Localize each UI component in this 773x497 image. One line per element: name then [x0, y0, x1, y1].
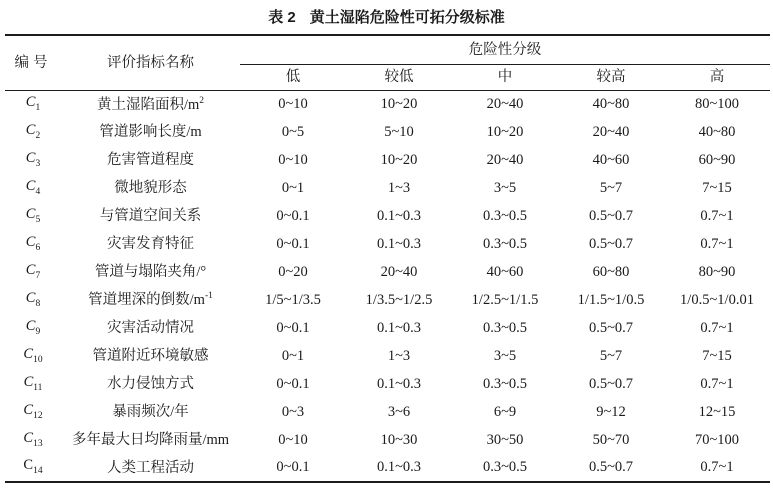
range-cell: 80~100 — [694, 96, 740, 112]
table-row — [5, 202, 770, 230]
range-cell: 40~60 — [486, 263, 524, 280]
range-cell: 0~0.1 — [276, 207, 310, 224]
table-row — [5, 426, 770, 454]
indicator-cell — [61, 286, 240, 314]
indicator-sup: -1 — [204, 291, 213, 302]
range-cell: 40~60 — [592, 151, 630, 168]
range-cell: 70~100 — [694, 431, 740, 448]
row-id-sub: 9 — [35, 326, 41, 337]
range-cell: 0.5~0.7 — [588, 235, 634, 252]
row-id-sub: 6 — [35, 242, 41, 253]
range-cell: 50~70 — [592, 431, 630, 448]
indicator-name: 暴雨频次/年 — [112, 404, 189, 421]
range-cell: 0~1 — [281, 347, 305, 364]
range-cell: 0~5 — [281, 123, 305, 140]
table-caption-label: 表 2 — [268, 9, 296, 26]
header-indicator: 评价指标名称 — [107, 54, 194, 71]
row-id-sub: 2 — [35, 130, 41, 141]
header-level-higher: 较高 — [596, 68, 626, 85]
range-cell: 0.7~1 — [700, 235, 734, 252]
row-id — [5, 370, 61, 398]
row-id — [5, 118, 61, 146]
range-cell: 5~10 — [384, 123, 414, 140]
row-id-main: C — [25, 149, 36, 166]
range-cell: 0.1~0.3 — [376, 235, 422, 252]
range-cell: 0.5~0.7 — [588, 375, 634, 392]
range-cell: 12~15 — [698, 403, 736, 420]
range-cell: 30~50 — [486, 431, 524, 448]
range-cell: 20~40 — [486, 151, 524, 168]
range-cell: 0.1~0.3 — [376, 375, 422, 392]
row-id-sub: 5 — [35, 214, 41, 225]
row-id — [5, 342, 61, 370]
row-id — [5, 314, 61, 342]
row-id-sub: 13 — [33, 438, 43, 449]
row-id — [5, 202, 61, 230]
row-id-main: C — [23, 457, 34, 474]
range-cell: 1/0.5~1/0.01 — [680, 291, 754, 308]
range-cell: 0.1~0.3 — [376, 459, 422, 476]
table-row — [5, 314, 770, 342]
indicator-sup: 2 — [199, 95, 205, 106]
indicator-cell — [61, 202, 240, 230]
row-id — [5, 174, 61, 202]
indicator-cell — [61, 258, 240, 286]
range-cell: 7~15 — [702, 347, 732, 364]
range-cell: 10~30 — [380, 431, 418, 448]
row-id-main: C — [25, 205, 36, 222]
range-cell: 0~3 — [281, 403, 305, 420]
range-cell: 0.1~0.3 — [376, 207, 422, 224]
table-body — [5, 90, 770, 482]
range-cell: 10~20 — [486, 123, 524, 140]
range-cell: 1/5~1/3.5 — [265, 291, 321, 308]
header-hazard-group: 危险性分级 — [240, 35, 770, 64]
range-cell: 0.5~0.7 — [588, 459, 634, 476]
range-cell: 0.3~0.5 — [482, 235, 528, 252]
row-id-sub: 1 — [35, 102, 41, 113]
range-cell: 5~7 — [599, 179, 623, 196]
row-id-main: C — [25, 289, 36, 306]
row-id-main: C — [23, 429, 34, 446]
row-id — [5, 454, 61, 482]
row-id-sub: 8 — [35, 298, 41, 309]
indicator-name: 灾害发育特征 — [107, 236, 194, 253]
row-id — [5, 90, 61, 118]
row-id-sub: 3 — [35, 158, 41, 169]
table-header — [5, 35, 770, 90]
indicator-name: 多年最大日均降雨量/mm — [71, 432, 230, 449]
header-level-high: 高 — [709, 68, 725, 85]
table-row — [5, 230, 770, 258]
range-cell: 0.7~1 — [700, 375, 734, 392]
indicator-name: 危害管道程度 — [107, 152, 194, 169]
range-cell: 20~40 — [592, 123, 630, 140]
range-cell: 40~80 — [592, 96, 630, 112]
row-id-sub: 14 — [33, 466, 43, 477]
range-cell: 1~3 — [387, 179, 411, 196]
range-cell: 0~0.1 — [276, 235, 310, 252]
indicator-name: 微地貌形态 — [114, 180, 187, 197]
row-id-main: C — [23, 401, 34, 418]
table-row — [5, 370, 770, 398]
row-id-sub: 10 — [33, 354, 43, 365]
range-cell: 0.7~1 — [700, 207, 734, 224]
row-id — [5, 426, 61, 454]
range-cell: 80~90 — [698, 263, 736, 280]
table-row — [5, 258, 770, 286]
range-cell: 60~80 — [592, 263, 630, 280]
row-id-main: C — [25, 177, 36, 194]
table-row — [5, 342, 770, 370]
table-row — [5, 118, 770, 146]
indicator-cell — [61, 230, 240, 258]
indicator-cell — [61, 118, 240, 146]
header-level-low: 低 — [285, 68, 301, 85]
indicator-cell — [61, 90, 240, 118]
range-cell: 0~0.1 — [276, 375, 310, 392]
indicator-name: 人类工程活动 — [107, 459, 194, 476]
indicator-name: 管道埋深的倒数/m — [88, 292, 205, 309]
range-cell: 20~40 — [486, 96, 524, 112]
header-row-group — [5, 35, 770, 64]
range-cell: 20~40 — [380, 263, 418, 280]
row-id — [5, 230, 61, 258]
range-cell: 3~6 — [387, 403, 411, 420]
table-row — [5, 286, 770, 314]
indicator-name: 水力侵蚀方式 — [107, 376, 194, 393]
range-cell: 60~90 — [698, 151, 736, 168]
row-id-sub: 7 — [35, 270, 41, 281]
row-id — [5, 258, 61, 286]
range-cell: 0.3~0.5 — [482, 319, 528, 336]
row-id-main: C — [25, 94, 36, 111]
range-cell: 0~10 — [278, 96, 308, 112]
row-id-main: C — [25, 233, 36, 250]
range-cell: 0.1~0.3 — [376, 319, 422, 336]
indicator-cell — [61, 174, 240, 202]
range-cell: 10~20 — [380, 151, 418, 168]
row-id-main: C — [23, 345, 34, 362]
indicator-cell — [61, 454, 240, 482]
indicator-cell — [61, 370, 240, 398]
range-cell: 1/1.5~1/0.5 — [577, 291, 645, 308]
indicator-cell — [61, 314, 240, 342]
range-cell: 0~10 — [278, 151, 308, 168]
row-id — [5, 286, 61, 314]
range-cell: 0.7~1 — [700, 459, 734, 476]
range-cell: 0.3~0.5 — [482, 375, 528, 392]
range-cell: 7~15 — [702, 179, 732, 196]
range-cell: 0~0.1 — [276, 319, 310, 336]
range-cell: 0~10 — [278, 431, 308, 448]
row-id-main: C — [25, 261, 36, 278]
range-cell: 0.3~0.5 — [482, 207, 528, 224]
range-cell: 6~9 — [493, 403, 517, 420]
range-cell: 0.5~0.7 — [588, 319, 634, 336]
range-cell: 1/2.5~1/1.5 — [471, 291, 539, 308]
range-cell: 1~3 — [387, 347, 411, 364]
range-cell: 40~80 — [698, 123, 736, 140]
indicator-cell — [61, 146, 240, 174]
range-cell: 0.3~0.5 — [482, 459, 528, 476]
range-cell: 5~7 — [599, 347, 623, 364]
table-caption-text: 黄土湿陷危险性可拓分级标准 — [309, 9, 505, 26]
row-id-sub: 11 — [33, 382, 43, 393]
row-id-main: C — [23, 373, 34, 390]
classification-table — [5, 34, 770, 483]
range-cell: 9~12 — [596, 403, 626, 420]
range-cell: 10~20 — [380, 96, 418, 112]
indicator-name: 管道附近环境敏感 — [92, 348, 209, 365]
row-id — [5, 146, 61, 174]
table-row — [5, 174, 770, 202]
row-id-main: C — [25, 121, 36, 138]
range-cell: 0~1 — [281, 179, 305, 196]
indicator-cell — [61, 426, 240, 454]
header-id: 编号 — [14, 54, 52, 71]
table-row — [5, 454, 770, 482]
range-cell: 1/3.5~1/2.5 — [365, 291, 433, 308]
indicator-name: 管道影响长度/m — [99, 124, 202, 141]
row-id — [5, 398, 61, 426]
table-row — [5, 398, 770, 426]
row-id-main: C — [25, 317, 36, 334]
table-caption — [0, 0, 773, 28]
indicator-name: 灾害活动情况 — [107, 320, 194, 337]
range-cell: 3~5 — [493, 347, 517, 364]
table-row — [5, 146, 770, 174]
indicator-name: 与管道空间关系 — [99, 208, 202, 225]
range-cell: 0.5~0.7 — [588, 207, 634, 224]
range-cell: 0~0.1 — [276, 459, 310, 476]
row-id-sub: 12 — [33, 410, 43, 421]
header-level-lower: 较低 — [384, 68, 414, 85]
table-row — [5, 90, 770, 118]
indicator-cell — [61, 398, 240, 426]
header-level-medium: 中 — [497, 68, 513, 85]
range-cell: 3~5 — [493, 179, 517, 196]
row-id-sub: 4 — [35, 186, 41, 197]
range-cell: 0~20 — [278, 263, 308, 280]
indicator-name: 管道与塌陷夹角/° — [94, 264, 207, 281]
range-cell: 0.7~1 — [700, 319, 734, 336]
indicator-cell — [61, 342, 240, 370]
indicator-name: 黄土湿陷面积/m — [96, 96, 200, 113]
